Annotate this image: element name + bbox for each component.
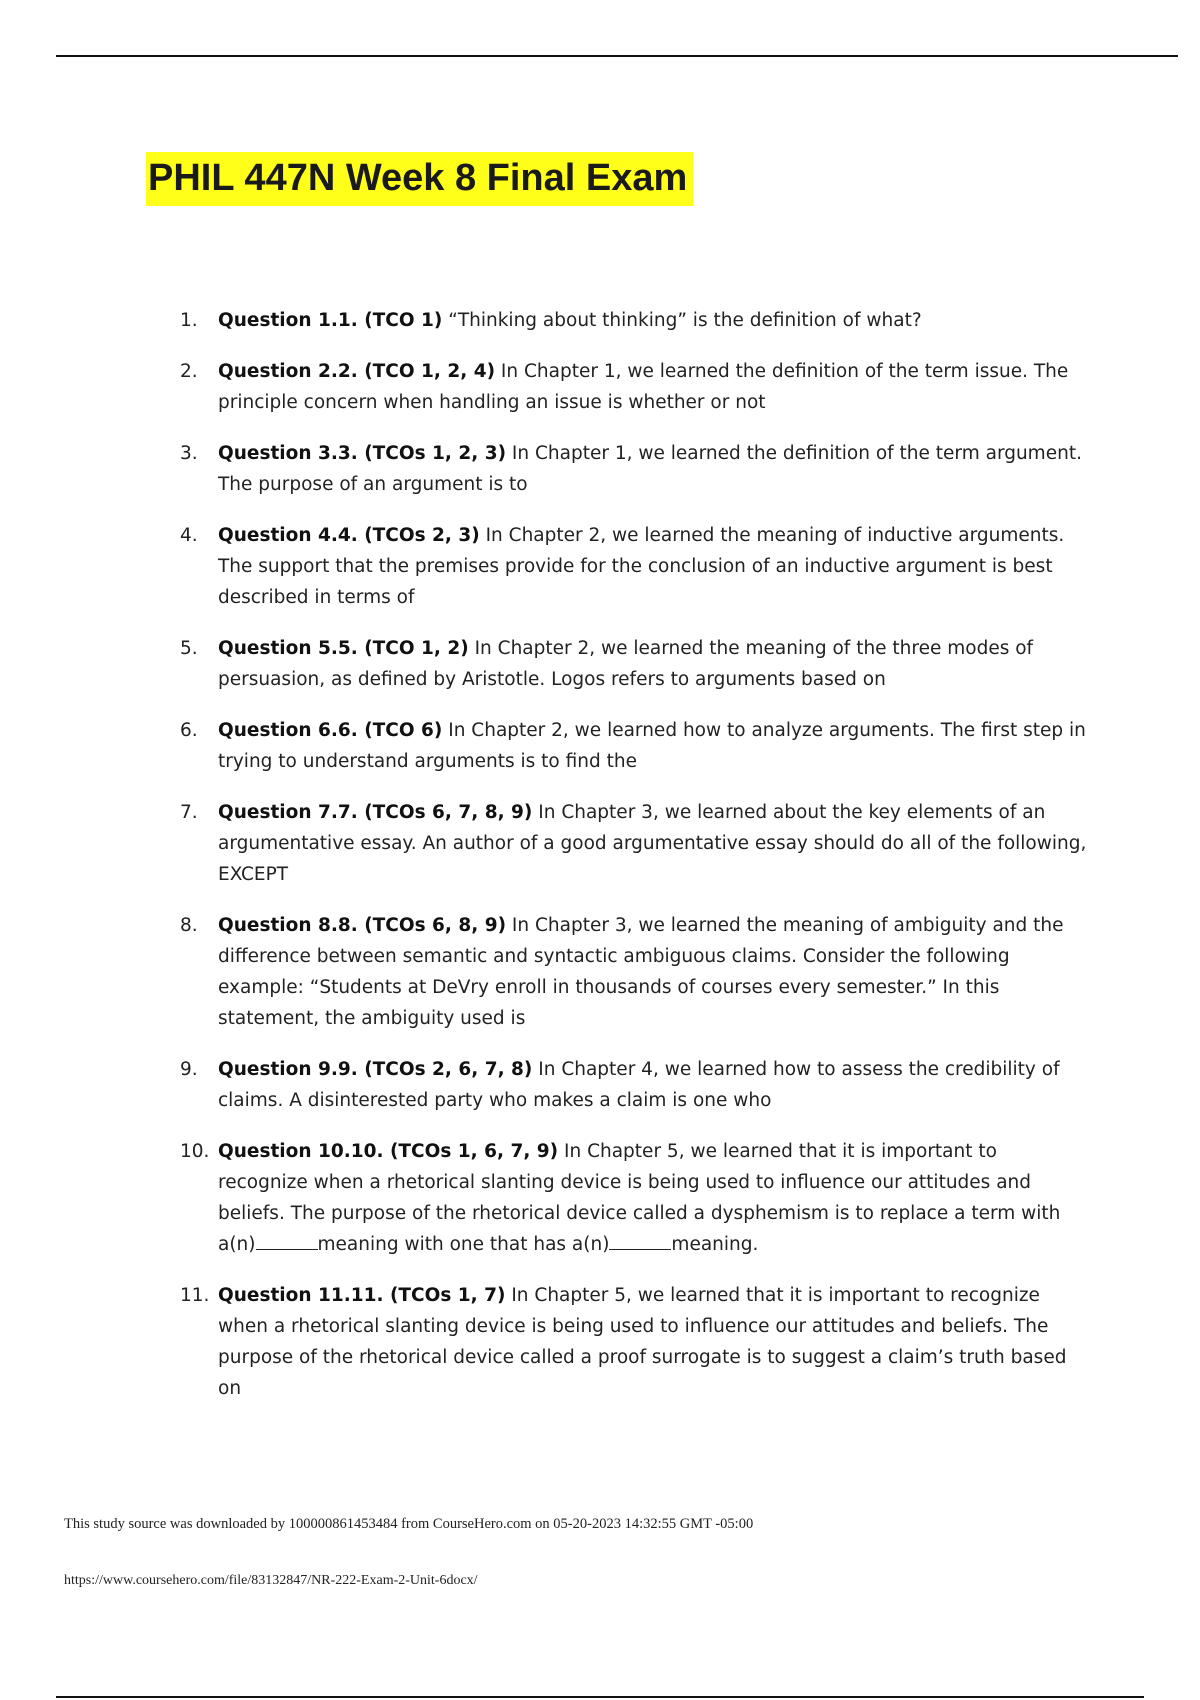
question-number: 11. bbox=[180, 1285, 210, 1306]
question-number: 7. bbox=[180, 802, 198, 823]
question-number: 10. bbox=[180, 1141, 210, 1162]
question-text: In Chapter 3, we learned the meaning of ambiguity and the difference between semantic and syntactic ambiguous claims. Consider the following example: “Students at DeVry enroll in thousands of courses every semester.” In this statement, the ambiguity used is bbox=[218, 915, 1064, 1029]
question-number: 8. bbox=[180, 915, 198, 936]
question-number: 1. bbox=[180, 310, 198, 331]
question-item-2 bbox=[180, 356, 1090, 418]
question-text: In Chapter 4, we learned how to assess the credibility of claims. A disinterested party who makes a claim is one who bbox=[218, 1059, 1060, 1111]
question-item-5 bbox=[180, 633, 1090, 695]
question-text: In Chapter 1, we learned the definition of the term argument. The purpose of an argument is to bbox=[218, 443, 1082, 495]
question-label: Question 1.1. (TCO 1) bbox=[218, 310, 443, 331]
question-label: Question 5.5. (TCO 1, 2) bbox=[218, 638, 469, 659]
question-text: In Chapter 3, we learned about the key elements of an argumentative essay. An author of a good argumentative essay should do all of the following, EXCEPT bbox=[218, 802, 1087, 885]
question-list bbox=[180, 305, 1090, 1424]
question-text: In Chapter 5, we learned that it is important to recognize when a rhetorical slanting device is being used to influence our attitudes and beliefs. The purpose of the rhetorical device called a proof surrogate is to suggest a claim’s truth based on bbox=[218, 1285, 1067, 1399]
question-number: 6. bbox=[180, 720, 198, 741]
question-item-11 bbox=[180, 1280, 1090, 1404]
top-rule bbox=[56, 55, 1178, 57]
question-number: 5. bbox=[180, 638, 198, 659]
question-text: “Thinking about thinking” is the definition of what? bbox=[442, 310, 922, 331]
source-url: https://www.coursehero.com/file/83132847/NR-222-Exam-2-Unit-6docx/ bbox=[64, 1573, 478, 1588]
question-label: Question 6.6. (TCO 6) bbox=[218, 720, 443, 741]
question-label: Question 2.2. (TCO 1, 2, 4) bbox=[218, 361, 496, 382]
question-label: Question 3.3. (TCOs 1, 2, 3) bbox=[218, 443, 507, 464]
question-number: 2. bbox=[180, 361, 198, 382]
question-text: In Chapter 2, we learned the meaning of inductive arguments. The support that the premises provide for the conclusion of an inductive argument is best described in terms of bbox=[218, 525, 1065, 608]
question-label: Question 10.10. (TCOs 1, 6, 7, 9) bbox=[218, 1141, 559, 1162]
bottom-rule bbox=[56, 1696, 1144, 1698]
question-item-3 bbox=[180, 438, 1090, 500]
question-item-9 bbox=[180, 1054, 1090, 1116]
question-number: 4. bbox=[180, 525, 198, 546]
question-label: Question 9.9. (TCOs 2, 6, 7, 8) bbox=[218, 1059, 533, 1080]
question-label: Question 8.8. (TCOs 6, 8, 9) bbox=[218, 915, 507, 936]
question-text-continued: meaning with one that has a(n) bbox=[317, 1234, 610, 1255]
question-label: Question 7.7. (TCOs 6, 7, 8, 9) bbox=[218, 802, 533, 823]
question-item-8 bbox=[180, 910, 1090, 1034]
answer-blank bbox=[609, 1229, 671, 1250]
answer-blank bbox=[256, 1229, 318, 1250]
question-number: 9. bbox=[180, 1059, 198, 1080]
question-text-end: meaning. bbox=[671, 1234, 759, 1255]
question-item-7 bbox=[180, 797, 1090, 890]
question-text: In Chapter 2, we learned the meaning of the three modes of persuasion, as defined by Aristotle. Logos refers to arguments based on bbox=[218, 638, 1034, 690]
question-number: 3. bbox=[180, 443, 198, 464]
question-label: Question 4.4. (TCOs 2, 3) bbox=[218, 525, 480, 546]
download-source-note: This study source was downloaded by 100000861453484 from CourseHero.com on 05-20-2023 14:32:55 GMT -05:00 bbox=[64, 1516, 754, 1532]
question-item-1 bbox=[180, 305, 1090, 336]
question-text: In Chapter 5, we learned that it is important to recognize when a rhetorical slanting device is being used to influence our attitudes and beliefs. The purpose of the rhetorical device called a dysphemism is to replace a term with a(n) bbox=[218, 1141, 1061, 1255]
question-item-10 bbox=[180, 1136, 1090, 1260]
question-text: In Chapter 1, we learned the definition of the term issue. The principle concern when handling an issue is whether or not bbox=[218, 361, 1069, 413]
page-title: PHIL 447N Week 8 Final Exam bbox=[146, 152, 693, 206]
question-label: Question 11.11. (TCOs 1, 7) bbox=[218, 1285, 506, 1306]
question-item-6 bbox=[180, 715, 1090, 777]
question-item-4 bbox=[180, 520, 1090, 613]
question-text: In Chapter 2, we learned how to analyze arguments. The first step in trying to understand arguments is to find the bbox=[218, 720, 1086, 772]
